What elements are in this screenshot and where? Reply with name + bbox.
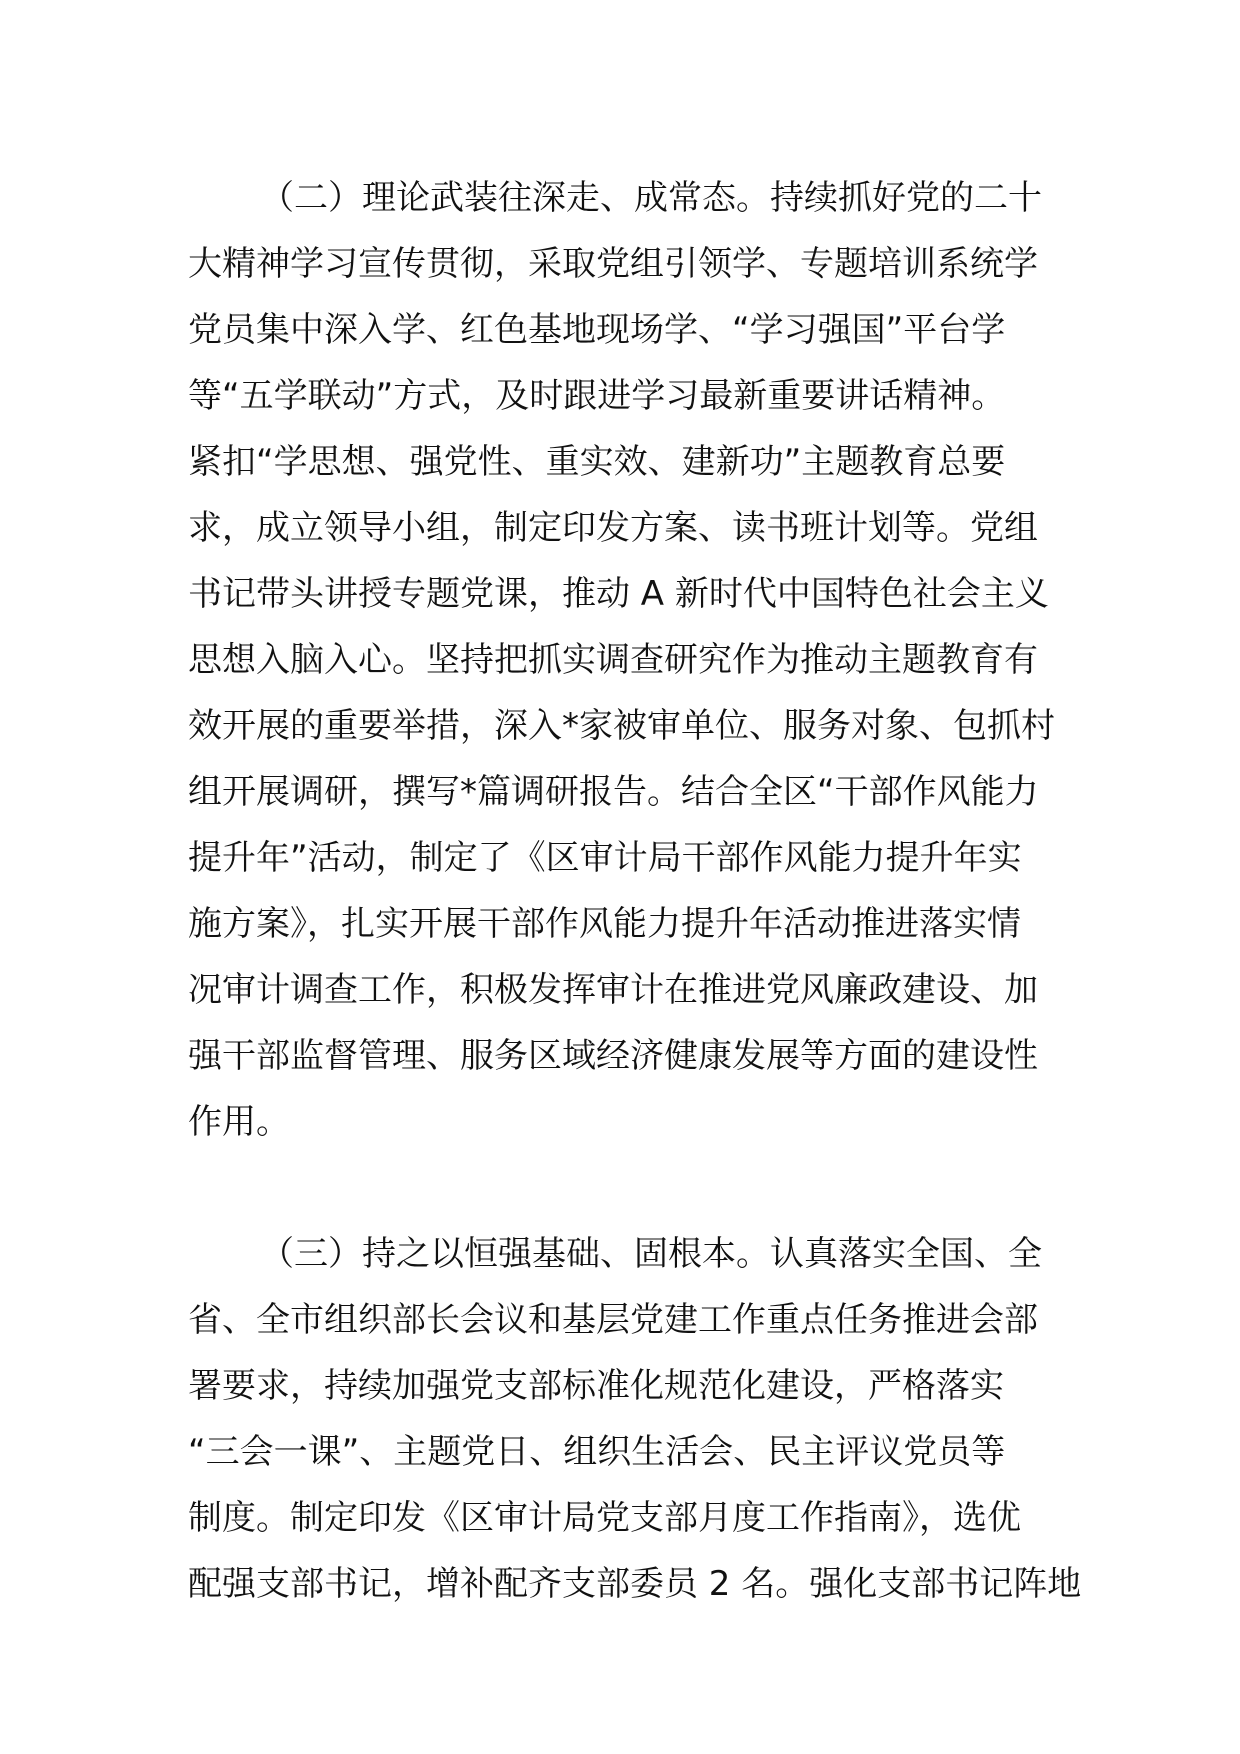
paragraph-theory-study [188,165,1056,1155]
paragraph-line: 组开展调研，撰写*篇调研报告。结合全区“干部作风能力 [188,772,1039,812]
paragraph-line: 提升年”活动，制定了《区审计局干部作风能力提升年实 [188,838,1022,878]
paragraph-line: （三）持之以恒强基础、固根本。认真落实全国、全 [260,1234,1042,1274]
paragraph-line: “三会一课”、主题党日、组织生活会、民主评议党员等 [188,1432,1006,1472]
paragraph-line: 配强支部书记，增补配齐支部委员 2 名。强化支部书记阵地 [188,1564,1082,1604]
paragraph-line: 施方案》，扎实开展干部作风能力提升年活动推进落实情 [188,904,1021,944]
paragraph-line: 求，成立领导小组，制定印发方案、读书班计划等。党组 [188,508,1038,548]
paragraph-line: 制度。制定印发《区审计局党支部月度工作指南》，选优 [188,1498,1021,1538]
paragraph-line: 省、全市组织部长会议和基层党建工作重点任务推进会部 [188,1300,1038,1340]
paragraph-line: 思想入脑入心。坚持把抓实调查研究作为推动主题教育有 [188,640,1038,680]
paragraph-line: 党员集中深入学、红色基地现场学、“学习强国”平台学 [188,310,1006,350]
paragraph-line: 效开展的重要举措，深入*家被审单位、服务对象、包抓村 [188,706,1055,746]
document-body [188,165,1082,1617]
paragraph-foundation [188,1221,1082,1617]
paragraph-line: 况审计调查工作，积极发挥审计在推进党风廉政建设、加 [188,970,1038,1010]
paragraph-line: （二）理论武装往深走、成常态。持续抓好党的二十 [260,178,1042,218]
paragraph-line: 书记带头讲授专题党课，推动 A 新时代中国特色社会主义 [188,574,1049,614]
paragraph-line: 作用。 [188,1102,290,1142]
paragraph-line: 紧扣“学思想、强党性、重实效、建新功”主题教育总要 [188,442,1006,482]
paragraph-spacer [188,1155,1056,1221]
paragraph-line: 等“五学联动”方式，及时跟进学习最新重要讲话精神。 [188,376,1006,416]
paragraph-line: 强干部监督管理、服务区域经济健康发展等方面的建设性 [188,1036,1038,1076]
paragraph-line: 大精神学习宣传贯彻，采取党组引领学、专题培训系统学 [188,244,1038,284]
paragraph-line: 署要求，持续加强党支部标准化规范化建设，严格落实 [188,1366,1004,1406]
